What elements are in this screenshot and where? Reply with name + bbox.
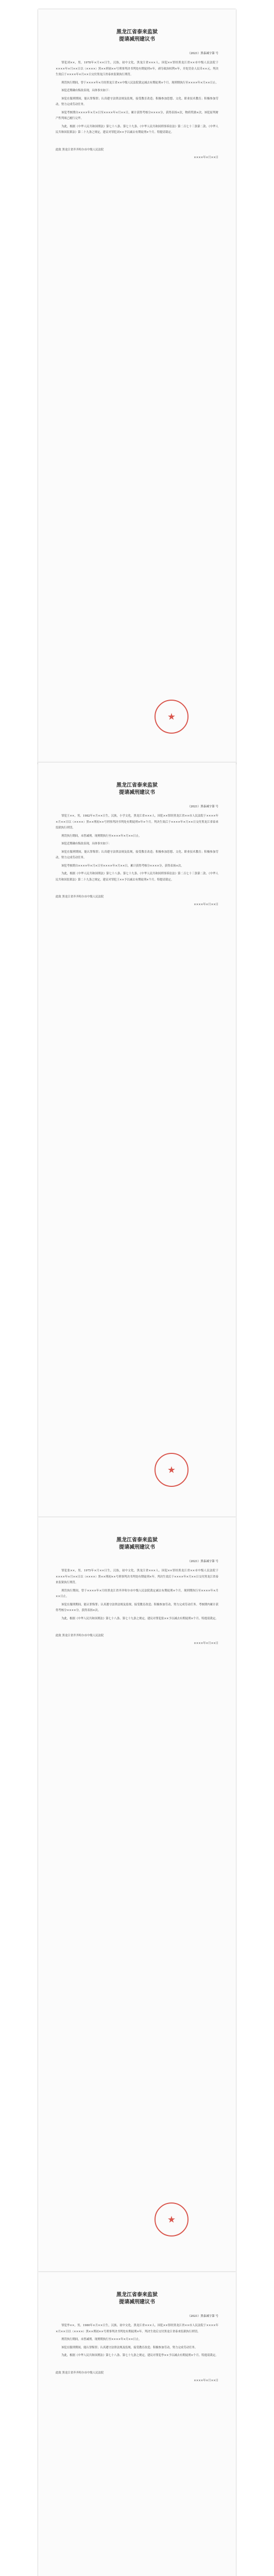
paragraph: 该犯在服刑期间，能认罪悔罪；认真遵守法律法规及监规，接受教育改造；积极参加思想、文化、职业技术教育；积极参加劳动，努力完成劳动任务。	[56, 850, 218, 859]
paragraph: 该犯近期确有悔改表现，具体事实如下：	[61, 89, 112, 92]
document-number: （2021）黑泰减字第 号	[187, 52, 218, 55]
paragraph: 为此，根据《中华人民共和国刑法》第七十八条、第七十九条、《中华人民共和国刑事诉讼法》第二百七十三条第二款、《中华人民共和国监狱法》第二十九条之规定，建议对罪犯刘××予以减去有期徒刑×个月。特提请裁定。	[56, 125, 218, 134]
document-page	[38, 762, 236, 1517]
page-subtitle: 提请减刑建议书	[119, 37, 155, 42]
paragraph: 刑罚执行期间，未曾减刑。现刑期执行至××××年×月××日止。	[61, 2338, 142, 2341]
paragraph: 该犯在服刑期间，能认罪悔罪；认真遵守法律法规及监规，接受教育改造；积极参加劳动，努力完成劳动任务。考核期内累计获得考核分××××分，获得表扬×次。	[56, 1603, 218, 1612]
paragraph: 罪犯刘××，男，1978年×月××日生，汉族，初中文化，黑龙江省×××人。因犯××罪经黑龙江省××市中级人民法院于××××年×月××日以（××××）黑××刑初××号刑事判决书判处有期徒刑×年，剥夺政治权利×年，并处罚金人民币××元。判决生效后于××××年×月××日交付黑龙江省泰来监狱执行刑罚。	[56, 61, 218, 76]
document-date: ××××年×月××日	[194, 2379, 218, 2382]
document-number: （2021）黑泰减字第 号	[187, 2315, 218, 2318]
official-seal-icon: ★	[155, 1453, 189, 1487]
official-seal-icon: ★	[155, 700, 189, 734]
page-title: 黑龙江省泰来监狱	[116, 1537, 158, 1543]
paragraph: 刑罚执行期间，曾于××××年×月经黑龙江省××中级人民法院裁定减去有期徒刑×个月。现刑期执行至××××年×月××日止。	[61, 81, 218, 84]
recipient-line: 此致 黑龙江省齐齐哈尔市中级人民法院	[56, 148, 104, 151]
paragraph: 刑罚执行期间，曾于××××年×月经黑龙江省齐齐哈尔市中级人民法院裁定减去有期徒刑×个月。现刑期执行至××××年×月××日止。	[56, 1589, 218, 1598]
paragraph: 该犯考核期自××××年×月×日至××××年×月××日，累计获得考核分××××分，获得表扬×次。	[61, 864, 184, 868]
paragraph: 罪犯张××，男，1975年×月××日生，汉族，初中文化，黑龙江省×××人。因犯××罪经黑龙江省××市中级人民法院于××××年×月××日以（××××）黑××刑初××号刑事判决书判处有期徒刑×年。判决生效后于××××年×月××日交付黑龙江省泰来监狱执行刑罚。	[56, 1569, 218, 1584]
paragraph: 该犯在服刑期间，能认罪悔罪；认真遵守法律法规及监规，接受教育改造；积极参加劳动，努力完成劳动任务。	[61, 2346, 198, 2349]
document-page	[38, 1517, 236, 2272]
recipient-line: 此致 黑龙江省齐齐哈尔市中级人民法院	[56, 895, 104, 899]
document-number: （2021）黑泰减字第 号	[187, 1560, 218, 1563]
paragraph: 该犯近期确有悔改表现，具体事实如下：	[61, 842, 112, 845]
page-subtitle: 提请减刑建议书	[119, 2299, 155, 2305]
page-title: 黑龙江省泰来监狱	[116, 2292, 158, 2298]
page-subtitle: 提请减刑建议书	[119, 790, 155, 795]
recipient-line: 此致 黑龙江省齐齐哈尔市中级人民法院	[56, 1634, 104, 1637]
paragraph: 罪犯王××，男，1982年×月××日生，汉族，小学文化，黑龙江省×××人。因犯××罪经黑龙江省××市人民法院于××××年×月××日以（××××）黑××刑初××号刑事判决书判处有期徒刑×年×个月。判决生效后于××××年×月××日交付黑龙江省泰来监狱执行刑罚。	[56, 815, 218, 829]
paragraph: 该犯在服刑期间，能认罪悔罪；认真遵守法律法规及监规，接受教育改造；积极参加思想、文化、职业技术教育；积极参加劳动，努力完成劳动任务。	[56, 97, 218, 106]
document-date: ××××年×月××日	[194, 903, 218, 907]
paragraph: 为此，根据《中华人民共和国刑法》第七十八条、第七十九条之规定，建议对罪犯张××予以减去有期徒刑×个月。特提请裁定。	[61, 1617, 218, 1620]
official-seal-icon: ★	[155, 2202, 189, 2236]
page-title: 黑龙江省泰来监狱	[116, 783, 158, 788]
paragraph: 为此，根据《中华人民共和国刑法》第七十八条、第七十九条之规定，建议对罪犯李××予以减去有期徒刑×个月。特提请裁定。	[61, 2354, 218, 2357]
page-title: 黑龙江省泰来监狱	[116, 29, 158, 35]
paragraph: 罪犯李××，男，1980年×月××日生，汉族，初中文化，黑龙江省×××人。因犯××罪经黑龙江省××市人民法院于××××年×月××日以（××××）黑××刑初××号刑事判决书判处有期徒刑×年。判决生效后交付黑龙江省泰来监狱执行刑罚。	[56, 2324, 218, 2333]
paragraph: 刑罚执行期间，未曾减刑。现刑期执行至××××年×月××日止。	[61, 834, 142, 838]
document-date: ××××年×月××日	[194, 156, 218, 159]
paragraph: 为此，根据《中华人民共和国刑法》第七十八条、第七十九条、《中华人民共和国刑事诉讼法》第二百七十三条第二款、《中华人民共和国监狱法》第二十九条之规定，建议对罪犯王××予以减去有期徒刑×个月。特提请裁定。	[56, 872, 218, 882]
recipient-line: 此致 黑龙江省齐齐哈尔市中级人民法院	[56, 2371, 104, 2375]
paragraph: 该犯考核期自××××年×月×日至××××年×月××日，累计获得考核分××××分，获得表扬×次，物质奖励×次。该犯原判财产性判项已履行完毕。	[56, 111, 218, 120]
document-page	[38, 2272, 236, 2576]
document-page	[38, 9, 236, 764]
page-subtitle: 提请减刑建议书	[119, 1545, 155, 1550]
document-date: ××××年×月××日	[194, 1642, 218, 1646]
document-number: （2021）黑泰减字第 号	[187, 805, 218, 808]
